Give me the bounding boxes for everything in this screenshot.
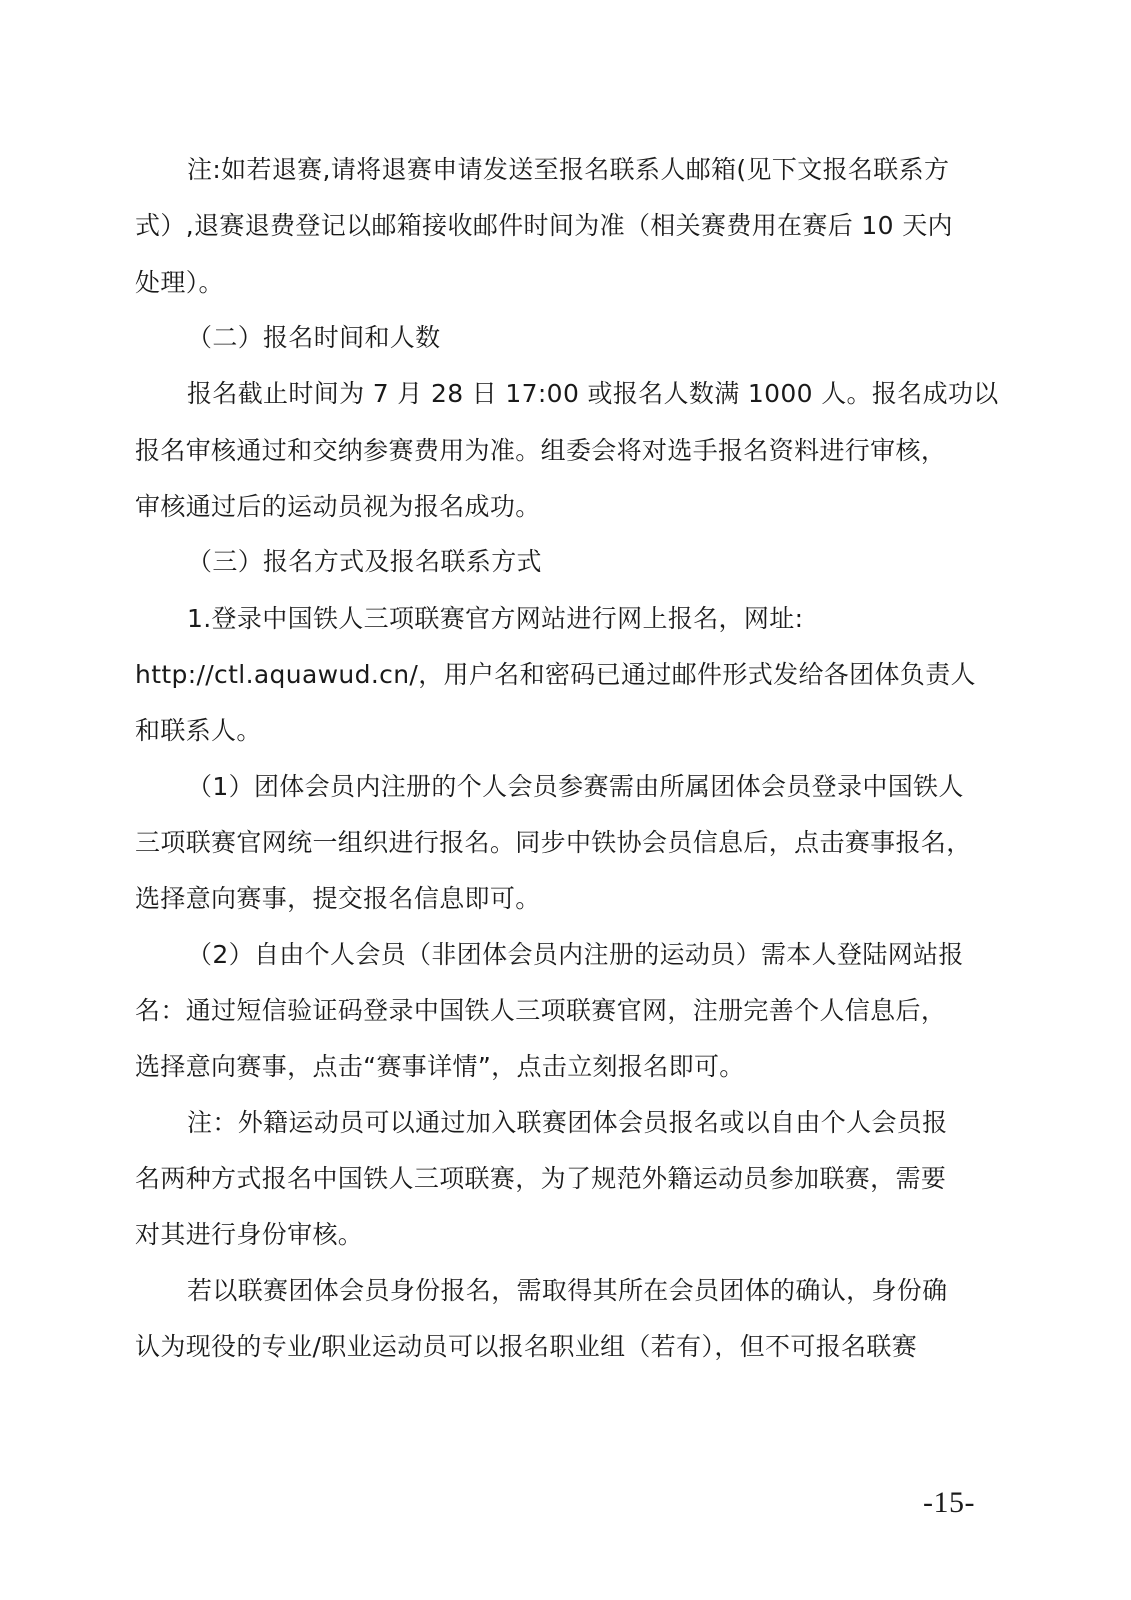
paragraph-line: 注:如若退赛,请将退赛申请发送至报名联系人邮箱(见下文报名联系方 — [187, 155, 950, 184]
paragraph-line: 三项联赛官网统一组织进行报名。同步中铁协会员信息后，点击赛事报名， — [135, 828, 972, 857]
paragraph-line: 选择意向赛事，点击“赛事详情”，点击立刻报名即可。 — [135, 1052, 745, 1081]
paragraph-line: 若以联赛团体会员身份报名，需取得其所在会员团体的确认，身份确 — [187, 1276, 948, 1305]
paragraph-line: 审核通过后的运动员视为报名成功。 — [135, 492, 541, 521]
section-heading: （三）报名方式及报名联系方式 — [187, 547, 542, 576]
paragraph-line: 选择意向赛事，提交报名信息即可。 — [135, 884, 541, 913]
paragraph-line: 对其进行身份审核。 — [135, 1220, 364, 1249]
paragraph-line: 报名截止时间为 7 月 28 日 17:00 或报名人数满 1000 人。报名成功以 — [187, 379, 999, 408]
paragraph-line: 处理）。 — [135, 268, 224, 297]
paragraph-line: （1）团体会员内注册的个人会员参赛需由所属团体会员登录中国铁人 — [187, 772, 964, 801]
paragraph-line: （2）自由个人会员（非团体会员内注册的运动员）需本人登陆网站报 — [187, 940, 964, 969]
paragraph-line: 报名审核通过和交纳参赛费用为准。组委会将对选手报名资料进行审核， — [135, 436, 947, 465]
paragraph-line: 名：通过短信验证码登录中国铁人三项联赛官网，注册完善个人信息后， — [135, 996, 947, 1025]
website-line: http://ctl.aquawud.cn/，用户名和密码已通过邮件形式发给各团体负责人 — [135, 660, 976, 689]
paragraph-line: 注：外籍运动员可以通过加入联赛团体会员报名或以自由个人会员报 — [187, 1108, 948, 1137]
page-number: -15- — [923, 1486, 975, 1519]
paragraph-line: 1.登录中国铁人三项联赛官方网站进行网上报名，网址: — [187, 604, 804, 633]
section-heading: （二）报名时间和人数 — [187, 323, 441, 352]
paragraph-line: 名两种方式报名中国铁人三项联赛，为了规范外籍运动员参加联赛，需要 — [135, 1164, 947, 1193]
paragraph-line: 式）,退赛退费登记以邮箱接收邮件时间为准（相关赛费用在赛后 10 天内 — [135, 211, 953, 240]
paragraph-line: 和联系人。 — [135, 716, 262, 745]
paragraph-line: 认为现役的专业/职业运动员可以报名职业组（若有），但不可报名联赛 — [135, 1332, 918, 1361]
